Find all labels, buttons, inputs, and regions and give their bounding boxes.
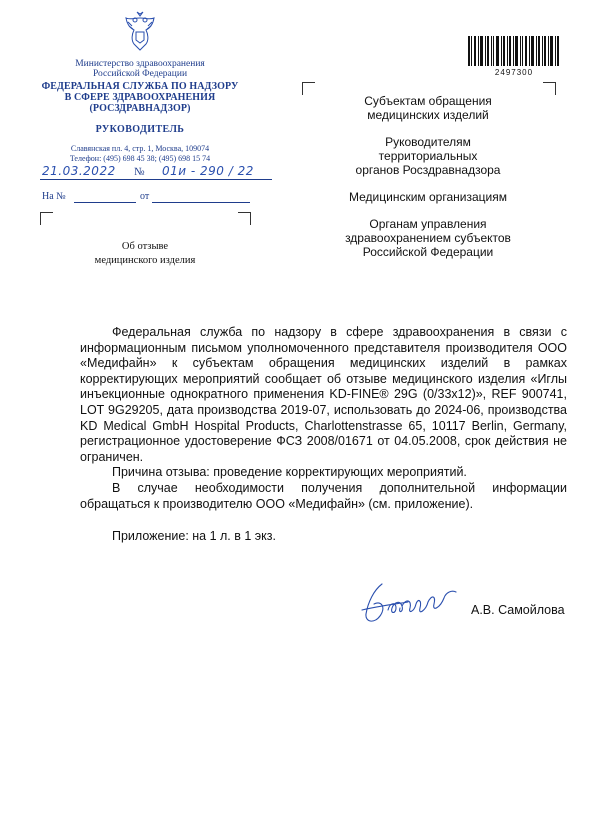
addressee-bracket-right <box>543 82 556 95</box>
letter-subject <box>60 240 230 268</box>
signer-name: А.В. Самойлова <box>471 603 565 617</box>
addressee-line: Российской Федерации <box>362 245 494 259</box>
addressee-line: Субъектам обращения <box>364 94 492 108</box>
addressee-line: органов Росздравнадзора <box>355 163 501 177</box>
ref-date-blank <box>152 202 250 203</box>
ref-number-label: На № <box>42 191 66 202</box>
ministry-line-2: Российской Федерации <box>92 69 188 79</box>
body-paragraph-contact: В случае необходимости получения дополнительной информации обращаться к производителю ООО «Медифайн» (см. приложение). <box>80 480 567 511</box>
addressee-bracket-left <box>302 82 315 95</box>
address-line: Славянская пл. 4, стр. 1, Москва, 109074 <box>70 144 210 153</box>
barcode-icon <box>468 36 560 66</box>
ministry-line-1: Министерство здравоохранения <box>75 59 205 69</box>
attachment-note: Приложение: на 1 л. в 1 экз. <box>112 529 276 544</box>
reference-line <box>30 191 260 205</box>
addressee-line: Медицинским организациям <box>349 190 507 204</box>
phone-line: Телефон: (495) 698 45 38; (495) 698 15 74 <box>69 154 211 163</box>
addressee-line: территориальных <box>378 149 478 163</box>
registration-number: 01и - 290 / 22 <box>162 164 254 178</box>
agency-address <box>30 144 250 164</box>
subject-bracket-left <box>40 212 53 225</box>
addressee-block <box>320 135 536 177</box>
ref-number-blank <box>74 202 136 203</box>
agency-name <box>30 81 250 114</box>
addressee-block <box>320 190 536 204</box>
registration-date: 21.03.2022 <box>42 164 116 178</box>
body-paragraph-main: Федеральная служба по надзору в сфере здравоохранения в связи с информационным письмом уполномоченного представителя производителя ООО «Медифайн» к субъектам обращения медицинских изделий в рамках корректирующих мероприятий сообщает об отзыве медицинского изделия «Иглы инъекционные однократного применения KD-FINE® 29G (0/33x12)», REF 900741, LOT 9G29205, дата производства 2019-07, использовать до 2024-06, производства KD Medical GmbH Hospital Products, Charlottenstrasse 65, 10117 Berlin, Germany, регистрационное удостоверение ФСЗ 2008/01671 от 04.05.2008, срок действия не ограничен. <box>80 325 567 464</box>
ministry-name <box>30 59 250 79</box>
coat-of-arms-icon <box>122 10 158 54</box>
addressee-block <box>320 94 536 122</box>
addressee-block <box>320 217 536 259</box>
registration-number-label: № <box>134 166 145 178</box>
ref-date-label: от <box>140 191 150 202</box>
body-paragraph-reason: Причина отзыва: проведение корректирующих мероприятий. <box>112 465 467 480</box>
subject-bracket-right <box>238 212 251 225</box>
letter-body <box>80 325 567 545</box>
registration-line <box>40 162 272 184</box>
subject-line-1: Об отзыве <box>121 241 169 252</box>
agency-line-3: (РОСЗДРАВНАДЗОР) <box>89 103 191 114</box>
agency-line-1: ФЕДЕРАЛЬНАЯ СЛУЖБА ПО НАДЗОРУ <box>41 81 239 92</box>
head-title: РУКОВОДИТЕЛЬ <box>95 124 185 135</box>
addressee-line: Руководителям <box>385 135 471 149</box>
subject-line-2: медицинского изделия <box>94 255 196 266</box>
addressee-line: здравоохранением субъектов <box>345 231 511 245</box>
addressee-list <box>320 94 536 272</box>
addressee-line: Органам управления <box>369 217 487 231</box>
agency-line-2: В СФЕРЕ ЗДРАВООХРАНЕНИЯ <box>64 92 216 103</box>
barcode-number: 2497300 <box>494 68 534 77</box>
handwritten-signature-icon <box>360 580 470 626</box>
addressee-line: медицинских изделий <box>367 108 489 122</box>
registration-underline <box>40 179 272 180</box>
